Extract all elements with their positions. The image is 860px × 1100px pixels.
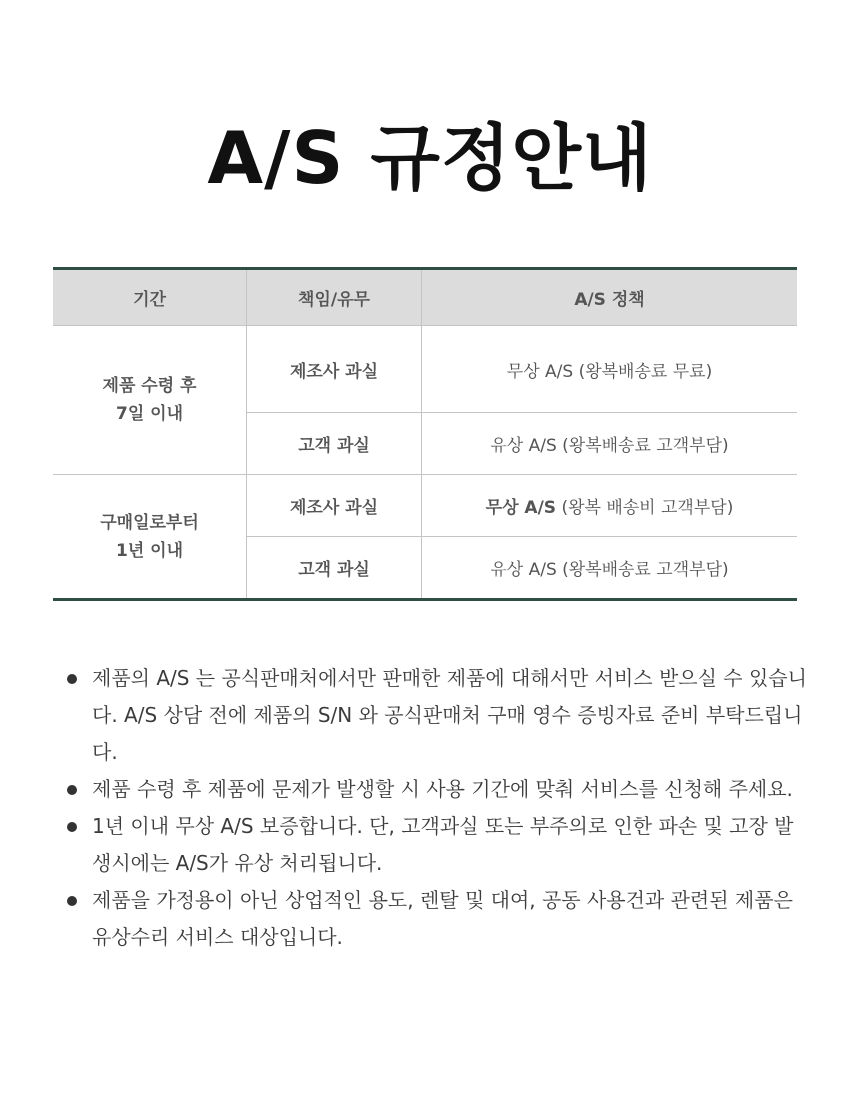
responsibility-cell: 고객 과실 [247, 413, 422, 475]
note-text: 1년 이내 무상 A/S 보증합니다. 단, 고객과실 또는 부주의로 인한 파손 및 고장 발생시에는 A/S가 유상 처리됩니다. [92, 814, 794, 875]
header-period: 기간 [53, 269, 247, 326]
policy-cell: 유상 A/S (왕복배송료 고객부담) [490, 560, 729, 580]
as-policy-table [53, 267, 797, 601]
policy-detail: (왕복 배송비 고객부담) [556, 498, 734, 518]
header-responsibility: 책임/유무 [247, 269, 422, 326]
table-row [53, 326, 797, 413]
bullet-icon [67, 785, 77, 795]
period-line: 1년 이내 [115, 540, 183, 561]
period-cell-1year [53, 475, 247, 600]
responsibility-cell: 제조사 과실 [247, 326, 422, 413]
table-header-row [53, 269, 797, 326]
table-row [53, 475, 797, 537]
responsibility-cell: 제조사 과실 [247, 475, 422, 537]
list-item [62, 808, 812, 882]
policy-cell [422, 475, 798, 537]
list-item [62, 660, 812, 771]
policy-cell: 유상 A/S (왕복배송료 고객부담) [422, 413, 798, 475]
list-item [62, 882, 812, 956]
bullet-icon [67, 822, 77, 832]
period-line: 7일 이내 [115, 404, 183, 424]
responsibility-cell: 고객 과실 [247, 537, 422, 600]
bullet-icon [67, 674, 77, 684]
list-item [62, 771, 812, 808]
notes-list [62, 660, 812, 956]
note-text: 제품 수령 후 제품에 문제가 발생할 시 사용 기간에 맞춰 서비스를 신청해 주세요. [92, 777, 793, 801]
period-line: 구매일로부터 [100, 512, 199, 533]
period-cell-7days [53, 326, 247, 475]
period-line: 제품 수령 후 [102, 376, 197, 396]
policy-cell: 무상 A/S (왕복배송료 무료) [422, 326, 798, 413]
policy-emphasis: 무상 A/S [485, 498, 557, 518]
note-text: 제품을 가정용이 아닌 상업적인 용도, 렌탈 및 대여, 공동 사용건과 관련된 제품은 유상수리 서비스 대상입니다. [92, 888, 793, 949]
bullet-icon [67, 896, 77, 906]
note-text: 제품의 A/S 는 공식판매처에서만 판매한 제품에 대해서만 서비스 받으실 수 있습니다. A/S 상담 전에 제품의 S/N 와 공식판매처 구매 영수 증빙자료 준비 부탁드립니다. [92, 666, 807, 764]
page-title: A/S 규정안내 [207, 116, 653, 200]
header-policy: A/S 정책 [422, 269, 798, 326]
